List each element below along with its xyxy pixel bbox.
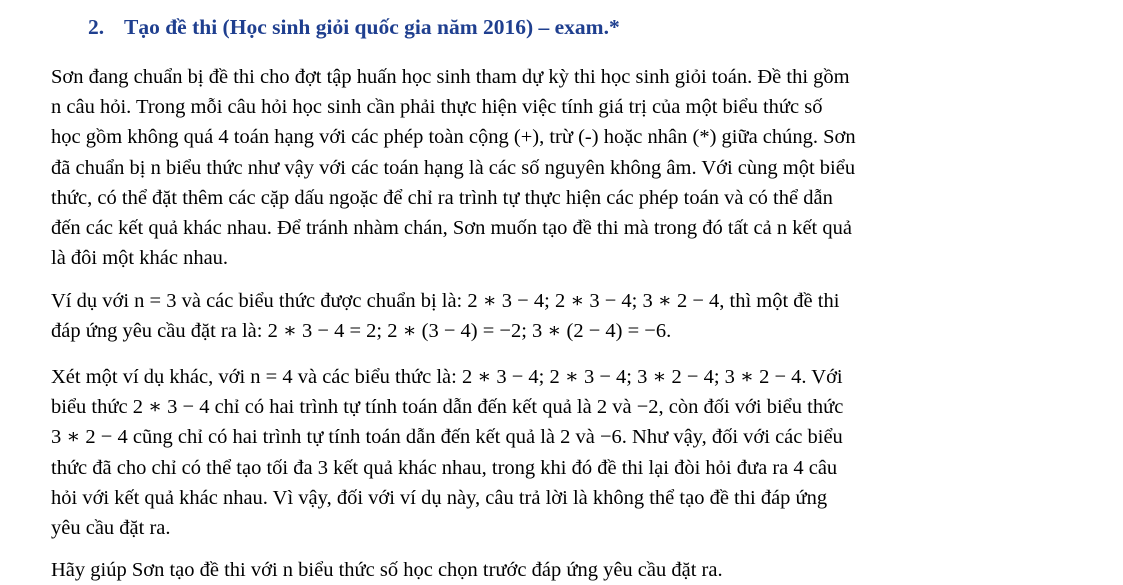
text-line: Ví dụ với n = 3 và các biểu thức được chuẩn bị là: 2 ∗ 3 − 4; 2 ∗ 3 − 4; 3 ∗ 2 − 4, thì một đề thi [51, 290, 840, 312]
paragraph-example-2 [51, 362, 1063, 543]
text-line: Xét một ví dụ khác, với n = 4 và các biểu thức là: 2 ∗ 3 − 4; 2 ∗ 3 − 4; 3 ∗ 2 − 4; 3 ∗ 2 − 4. Với [51, 366, 843, 388]
text-line: yêu cầu đặt ra. [51, 517, 171, 540]
text-line: 3 ∗ 2 − 4 cũng chỉ có hai trình tự tính toán dẫn đến kết quả là 2 và −6. Như vậy, đối với các biểu [51, 426, 843, 449]
text-line: đến các kết quả khác nhau. Để tránh nhàm chán, Sơn muốn tạo đề thi mà trong đó tất cả n kết quả [51, 217, 852, 240]
text-line: n câu hỏi. Trong mỗi câu hỏi học sinh cần phải thực hiện việc tính giá trị của một biểu thức số [51, 96, 823, 119]
text-line: biểu thức 2 ∗ 3 − 4 chỉ có hai trình tự tính toán dẫn đến kết quả là 2 và −2, còn đối với biểu thức [51, 396, 844, 419]
paragraph-problem-statement [51, 62, 1063, 273]
text-line: thức, có thể đặt thêm các cặp dấu ngoặc để chỉ ra trình tự thực hiện các phép toán và có thể dẫn [51, 186, 833, 209]
text-line: học gồm không quá 4 toán hạng với các phép toàn cộng (+), trừ (-) hoặc nhân (*) giữa chúng. Sơn [51, 126, 856, 149]
text-line: là đôi một khác nhau. [51, 247, 229, 270]
text-line: Sơn đang chuẩn bị đề thi cho đợt tập huấn học sinh tham dự kỳ thi học sinh giỏi toán. Đề thi gồm [51, 66, 850, 88]
paragraph-example-1 [51, 286, 1063, 346]
section-number: 2. [88, 15, 105, 39]
text-line: đáp ứng yêu cầu đặt ra là: 2 ∗ 3 − 4 = 2; 2 ∗ (3 − 4) = −2; 3 ∗ (2 − 4) = −6. [51, 320, 672, 343]
text-line: Hãy giúp Sơn tạo đề thi với n biểu thức số học chọn trước đáp ứng yêu cầu đặt ra. [51, 559, 723, 581]
paragraph-task [51, 555, 1063, 585]
text-line: thức đã cho chỉ có thể tạo tối đa 3 kết quả khác nhau, trong khi đó đề thi lại đòi hỏi đưa ra 4 câu [51, 456, 838, 479]
section-heading [88, 12, 620, 42]
text-line: đã chuẩn bị n biểu thức như vậy với các toán hạng là các số nguyên không âm. Với cùng một biểu [51, 156, 856, 179]
text-line: hỏi với kết quả khác nhau. Vì vậy, đối với ví dụ này, câu trả lời là không thể tạo đề thi đáp ứng [51, 486, 828, 509]
section-title: Tạo đề thi (Học sinh giỏi quốc gia năm 2016) – exam.* [124, 15, 620, 39]
